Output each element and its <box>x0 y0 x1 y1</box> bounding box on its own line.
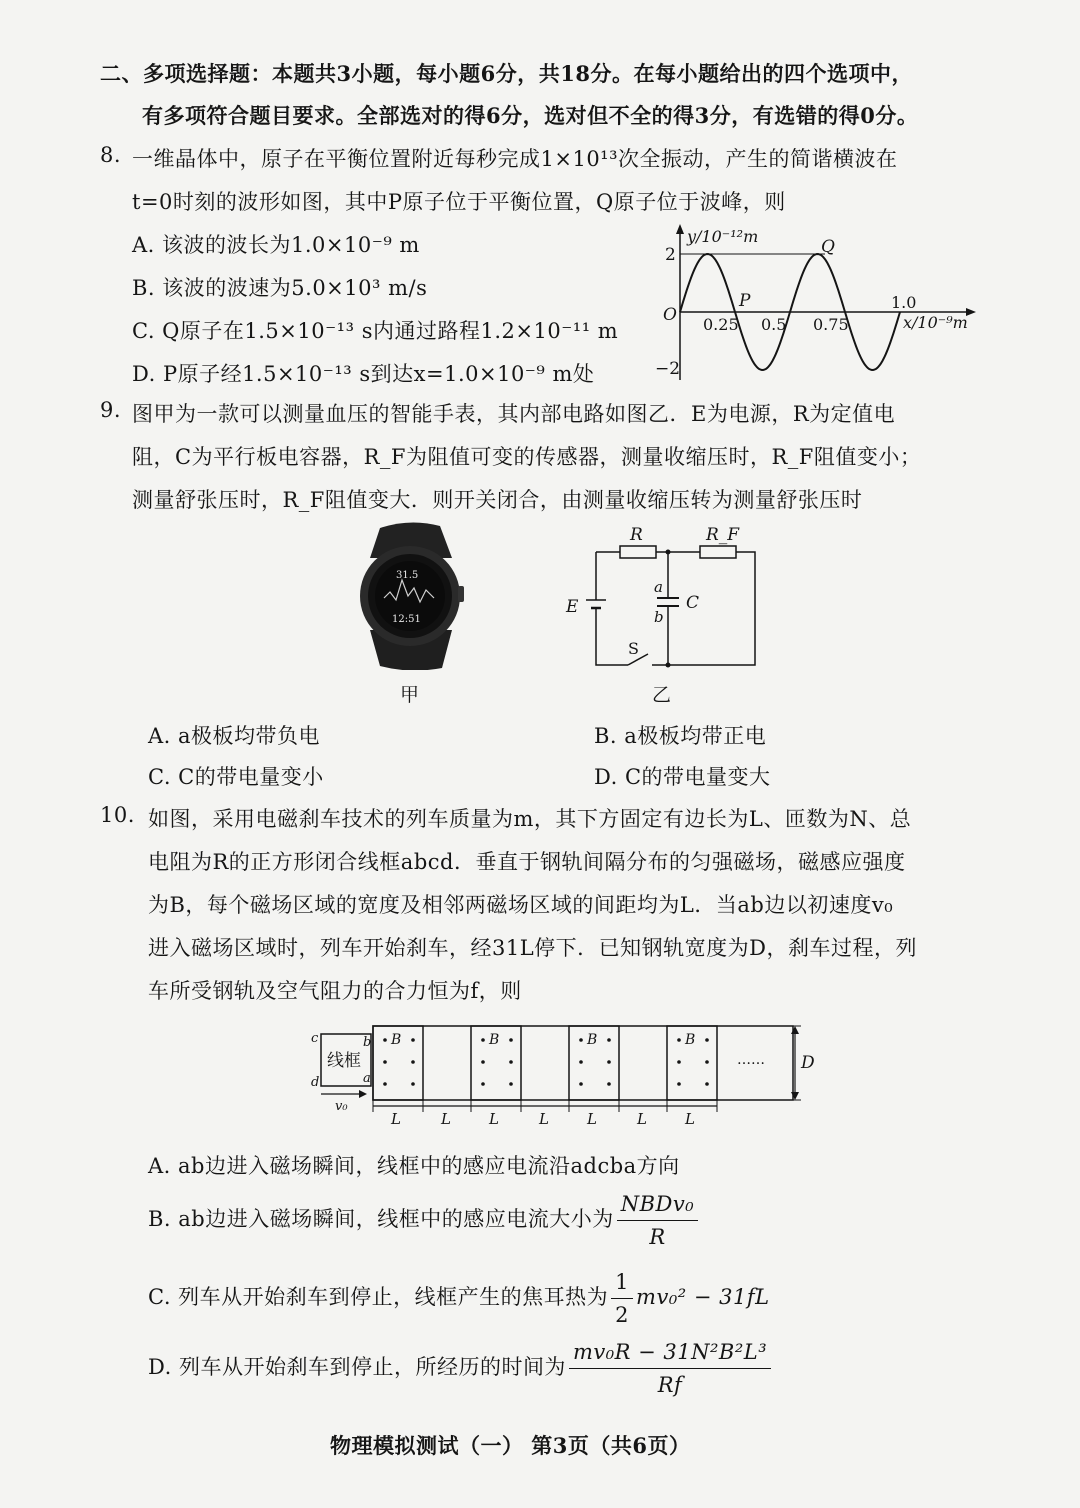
circuit-diagram <box>560 522 770 672</box>
q8-option-d: D. P原子经1.5×10⁻¹³ s到达x=1.0×10⁻⁹ m处 <box>132 362 595 386</box>
y-max-label: 2 <box>665 245 676 265</box>
velocity-label: v₀ <box>335 1099 348 1114</box>
q8-option-c: C. Q原子在1.5×10⁻¹³ s内通过路程1.2×10⁻¹¹ m <box>132 319 619 343</box>
q10-stem-line2: 电阻为R的正方形闭合线框abcd．垂直于钢轨间隔分布的匀强磁场，磁感应强度 <box>148 850 906 874</box>
y-axis-label: y/10⁻¹²m <box>687 227 759 246</box>
q9-number: 9. <box>100 398 122 422</box>
field-region-4 <box>667 1026 717 1100</box>
field-region-2 <box>471 1026 521 1100</box>
label-rf: R_F <box>706 525 740 545</box>
q8-option-b: B. 该波的波速为5.0×10³ m/s <box>132 276 428 300</box>
segment-label-5: L <box>587 1110 597 1126</box>
field-region-3 <box>569 1026 619 1100</box>
svg-text:B: B <box>391 1032 402 1048</box>
point-p-label: P <box>739 291 751 311</box>
option-b-denominator: R <box>649 1225 666 1249</box>
option-c-tail: mv₀² − 31fL <box>636 1285 770 1309</box>
resistor-r <box>620 546 656 558</box>
x-axis-label: x/10⁻⁹m <box>903 313 968 332</box>
q8-stem-line1: 一维晶体中，原子在平衡位置附近每秒完成1×10¹³次全振动，产生的简谐横波在 <box>132 147 898 171</box>
width-label: D <box>801 1053 815 1073</box>
q8-stem-line2: t=0时刻的波形如图，其中P原子位于平衡位置，Q原子位于波峰，则 <box>132 190 786 214</box>
q8-number: 8. <box>100 143 122 167</box>
wave-graph <box>645 222 980 390</box>
segment-label-7: L <box>685 1110 695 1126</box>
y-axis-arrow <box>676 224 684 234</box>
x-tick-1.0: 1.0 <box>891 293 917 312</box>
x-tick-0.25: 0.25 <box>703 315 739 334</box>
continuation-ellipsis: …… <box>737 1052 765 1068</box>
point-q-label: Q <box>821 237 835 257</box>
q9-stem-line3: 测量舒张压时，R_F阻值变大．则开关闭合，由测量收缩压转为测量舒张压时 <box>132 488 863 512</box>
q9-option-a: A. a极板均带负电 <box>148 724 321 748</box>
caption-yi: 乙 <box>652 684 672 706</box>
corner-a: a <box>363 1071 371 1086</box>
q9-stem-line2: 阻，C为平行板电容器，R_F为阻值可变的传感器，测量收缩压时，R_F阻值变小； <box>132 445 922 469</box>
q8-option-a: A. 该波的波长为1.0×10⁻⁹ m <box>132 233 420 257</box>
corner-c: c <box>311 1031 319 1046</box>
section-heading-line1: 二、多项选择题：本题共3小题，每小题6分，共18分。在每小题给出的四个选项中， <box>100 61 913 86</box>
watch-readout-bottom: 12:51 <box>392 614 421 625</box>
q10-option-d: D. 列车从开始刹车到停止，所经历的时间为 $\frac{\text{mv₀R − 31N²B²L³}}{Rf}$ <box>148 1338 774 1399</box>
q10-number: 10. <box>100 803 135 827</box>
q9-stem-line1: 图甲为一款可以测量血压的智能手表，其内部电路如图乙．E为电源，R为定值电 <box>132 402 896 426</box>
smartwatch-image <box>330 518 490 670</box>
corner-b: b <box>363 1035 372 1050</box>
option-b-numerator: NBDv₀ <box>617 1190 698 1221</box>
corner-d: d <box>311 1075 320 1090</box>
q10-stem-line3: 为B，每个磁场区域的宽度及相邻两磁场区域的间距均为L．当ab边以初速度v₀ <box>148 893 894 917</box>
x-tick-0.5: 0.5 <box>761 315 787 334</box>
field-region-1 <box>373 1026 423 1100</box>
coil-label: 线框 <box>327 1051 361 1071</box>
option-d-numerator: mv₀R − 31N²B²L³ <box>569 1338 771 1369</box>
label-s: S <box>628 639 639 658</box>
option-d-denominator: Rf <box>657 1373 683 1397</box>
section-heading-line2: 有多项符合题目要求。全部选对的得6分，选对但不全的得3分，有选错的得0分。 <box>142 103 919 128</box>
label-c: C <box>686 593 700 613</box>
svg-text:B: B <box>489 1032 500 1048</box>
q10-option-c: C. 列车从开始刹车到停止，线框产生的焦耳热为 $\frac{1}{2}$ mv₀² − 31fL <box>148 1270 770 1327</box>
segment-label-3: L <box>489 1110 499 1126</box>
q10-option-b: B. ab边进入磁场瞬间，线框中的感应电流大小为 $\frac{\text{NBDv₀}}{R}$ <box>148 1190 701 1251</box>
label-e: E <box>566 597 579 617</box>
brake-diagram <box>305 1018 825 1126</box>
x-tick-0.75: 0.75 <box>813 315 849 334</box>
option-c-denominator: 2 <box>615 1303 630 1327</box>
label-a: a <box>654 578 663 596</box>
segment-label-6: L <box>637 1110 647 1126</box>
resistor-rf <box>700 546 736 558</box>
label-r: R <box>630 525 643 545</box>
watch-crown <box>458 586 464 602</box>
svg-text:B: B <box>685 1032 696 1048</box>
page-footer: 物理模拟测试（一） 第3页（共6页） <box>330 1433 691 1458</box>
segment-label-4: L <box>539 1110 549 1126</box>
option-c-numerator: 1 <box>611 1268 633 1299</box>
label-b: b <box>654 608 664 626</box>
q9-option-c: C. C的带电量变小 <box>148 765 324 789</box>
q10-stem-line4: 进入磁场区域时，列车开始刹车，经31L停下．已知钢轨宽度为D，刹车过程，列 <box>148 936 918 960</box>
q10-option-a: A. ab边进入磁场瞬间，线框中的感应电流沿adcba方向 <box>148 1154 680 1178</box>
q10-stem-line5: 车所受钢轨及空气阻力的合力恒为f，则 <box>148 979 522 1003</box>
q9-option-b: B. a极板均带正电 <box>594 724 767 748</box>
y-min-label: −2 <box>655 359 681 379</box>
segment-label-1: L <box>391 1110 401 1126</box>
caption-jia: 甲 <box>400 684 420 706</box>
track-rect <box>373 1026 793 1100</box>
segment-label-2: L <box>441 1110 451 1126</box>
origin-label: O <box>663 305 677 325</box>
watch-readout-top: 31.5 <box>396 570 419 581</box>
svg-text:B: B <box>587 1032 598 1048</box>
q10-stem-line1: 如图，采用电磁刹车技术的列车质量为m，其下方固定有边长为L、匝数为N、总 <box>148 807 912 831</box>
q9-option-d: D. C的带电量变大 <box>594 765 771 789</box>
